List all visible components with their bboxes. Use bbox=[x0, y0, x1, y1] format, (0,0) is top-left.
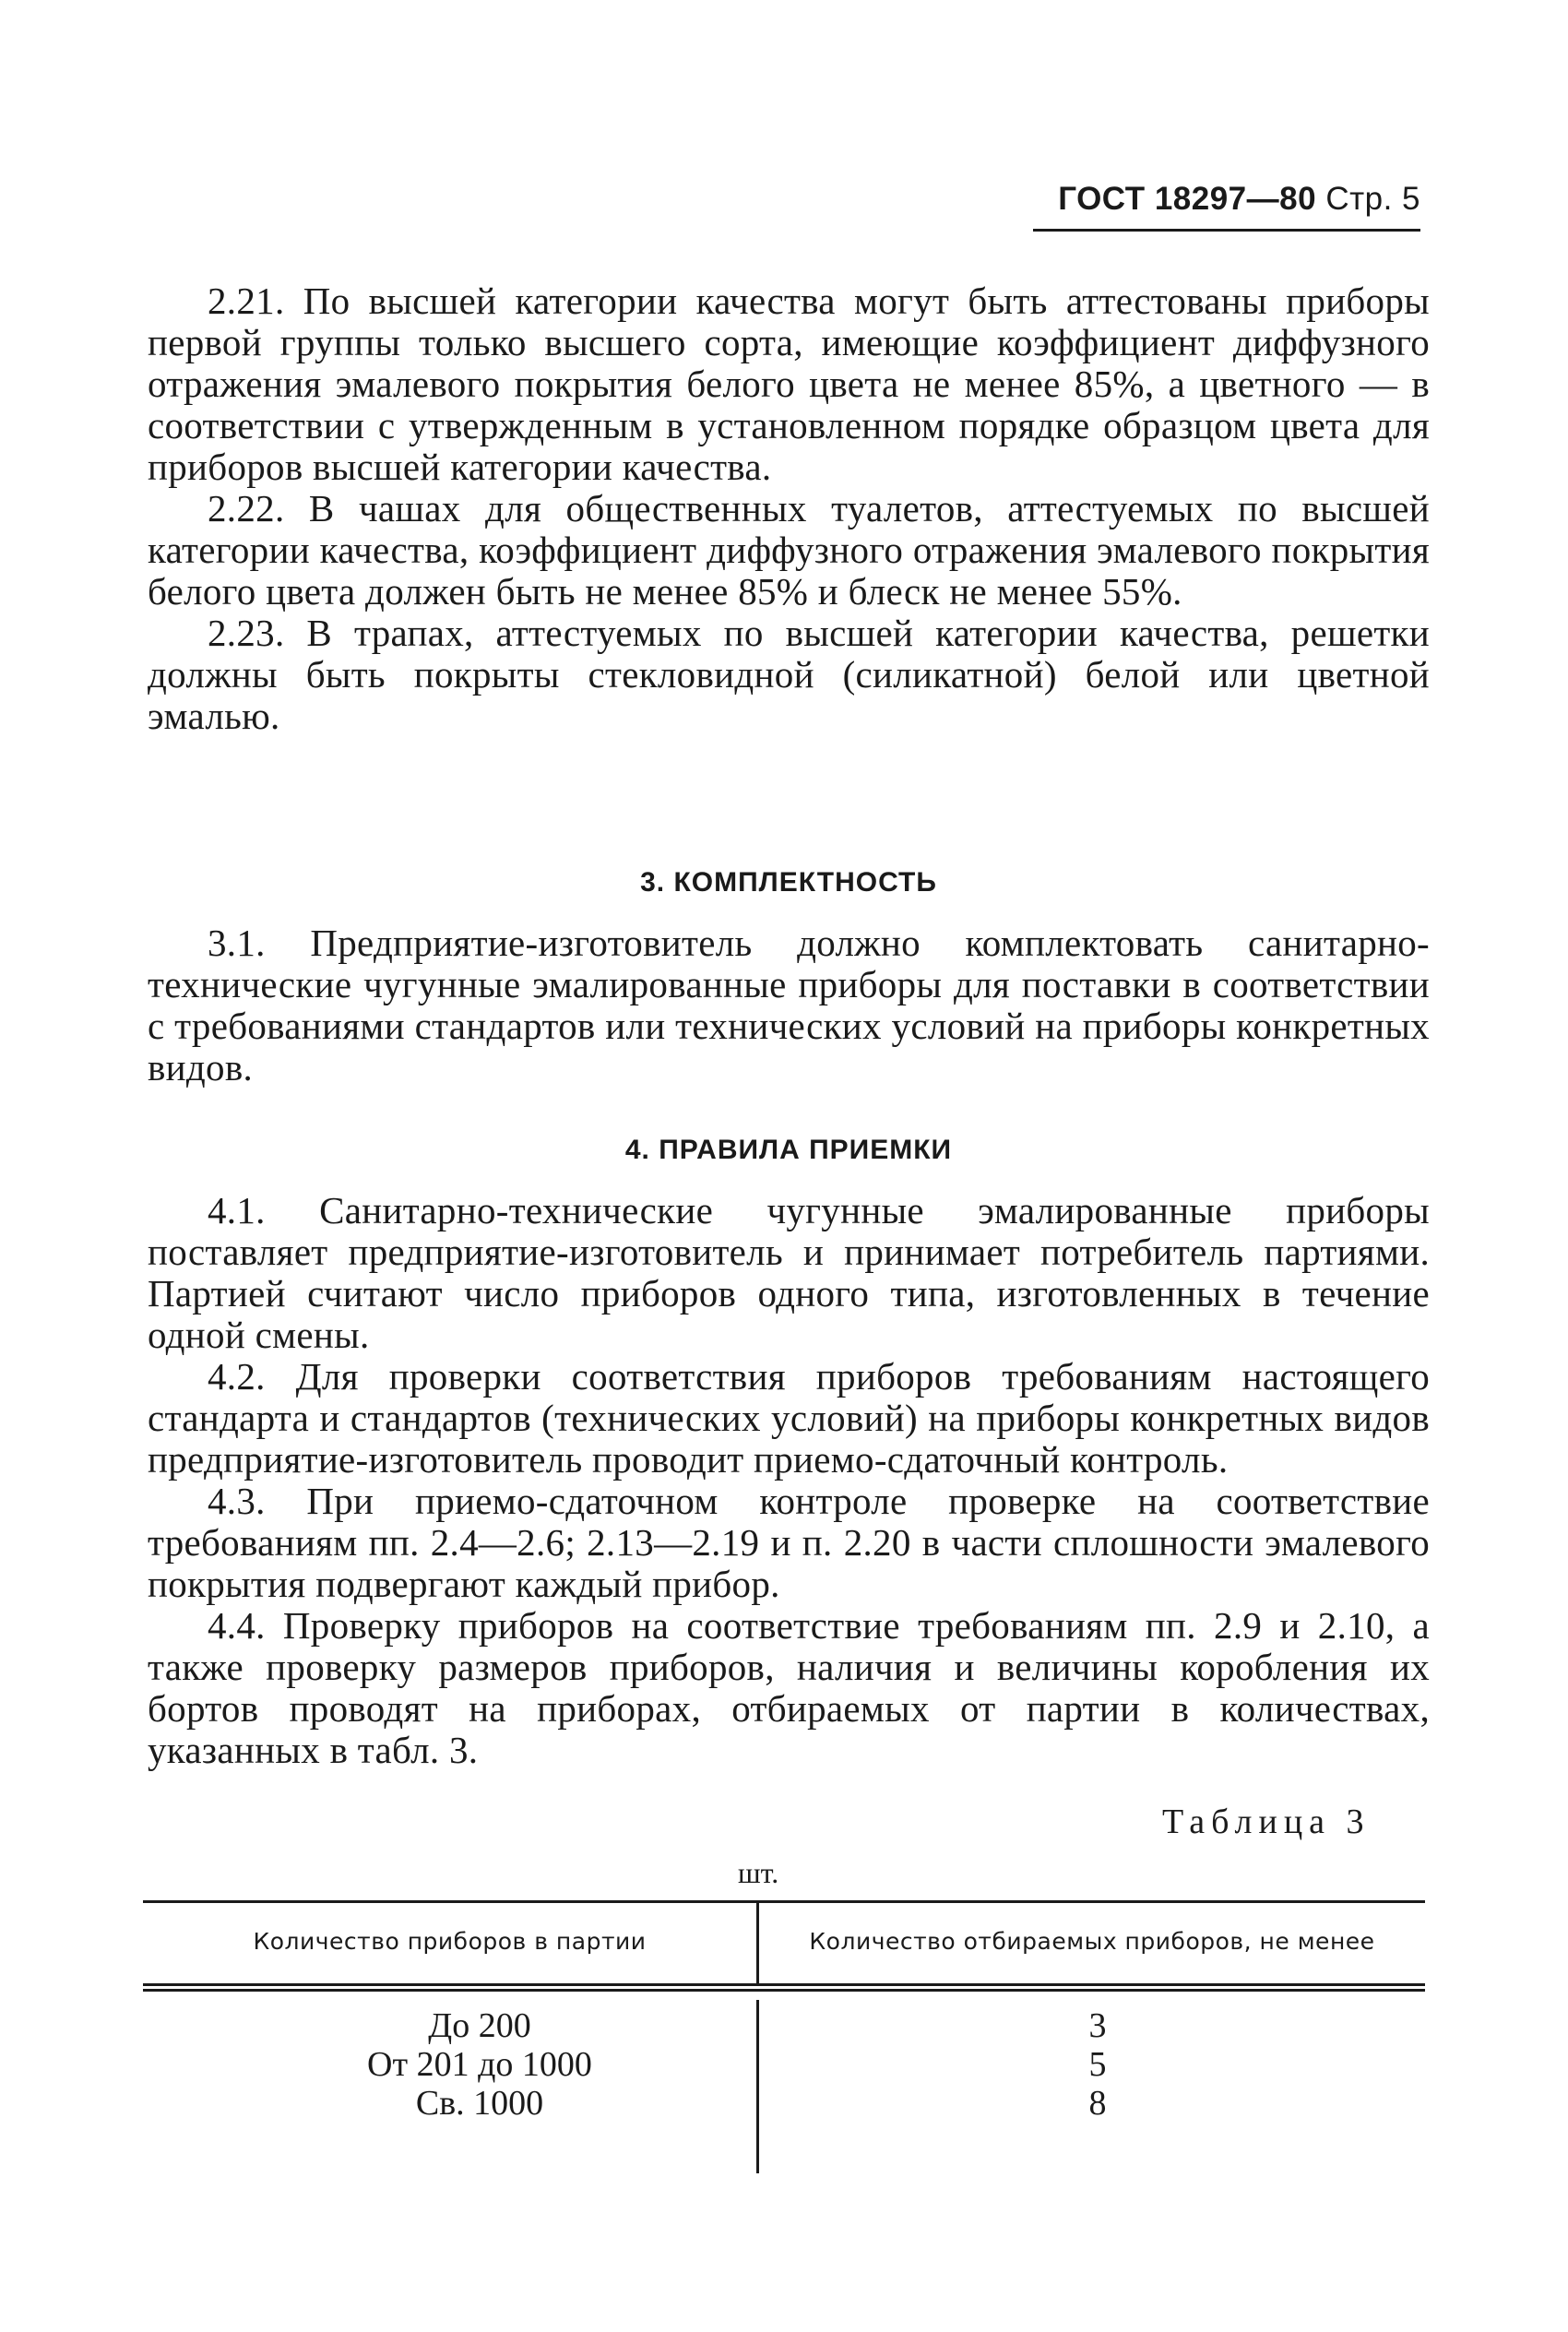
section-3-block bbox=[148, 922, 1430, 1089]
paragraph-2-21: 2.21. По высшей категории качества могут быть аттестованы приборы первой группы только высшего сорта, имеющие коэффициент диффузного отражения эмалевого покрытия белого цвета не менее 85%, а цветного — в соответствии с утвержденным в установленном порядке образцом цвета для приборов высшей категории качества. bbox=[148, 280, 1430, 488]
paragraph-4-3: 4.3. При приемо-сдаточном контроле проверке на соответствие требованиям пп. 2.4—2.6; 2.13—2.19 и п. 2.20 в части сплошности эмалевого покрытия подвергают каждый прибор. bbox=[148, 1480, 1430, 1605]
table-body-divider bbox=[756, 2000, 759, 2173]
lot-size-cell: До 200 bbox=[428, 2006, 531, 2045]
table-header-lot-size: Количество приборов в партии bbox=[253, 1928, 647, 1955]
page-header bbox=[1033, 181, 1420, 218]
table-caption: Таблица 3 bbox=[1162, 1803, 1371, 1841]
section-3-heading: 3. КОМПЛЕКТНОСТЬ bbox=[640, 867, 937, 898]
paragraph-4-4: 4.4. Проверку приборов на соответствие требованиям пп. 2.9 и 2.10, а также проверку размеров приборов, наличия и величины коробления их бортов проводят на приборах, отбираемых от партии в количествах, указанных в табл. 3. bbox=[148, 1604, 1430, 1771]
table-row bbox=[258, 2045, 701, 2084]
paragraph-4-2: 4.2. Для проверки соответствия приборов требованиям настоящего стандарта и стандартов (технических условий) на приборы конкретных видов предприятие-изготовитель проводит приемо-сдаточный контроль. bbox=[148, 1355, 1430, 1481]
sample-size-cell: 8 bbox=[1088, 2084, 1107, 2123]
paragraph-3-1: 3.1. Предприятие-изготовитель должно комплектовать санитарно-технические чугунные эмалированные приборы для поставки в соответствии с требованиями стандартов или технических условий на приборы конкретных видов. bbox=[148, 922, 1430, 1089]
sample-size-cell: 5 bbox=[1088, 2045, 1107, 2084]
sample-size-cell: 3 bbox=[1088, 2006, 1107, 2045]
page-number: Стр. 5 bbox=[1325, 181, 1420, 217]
table-header-rule-2 bbox=[143, 1989, 1425, 1992]
lot-size-cell: От 201 до 1000 bbox=[367, 2045, 592, 2084]
section-3-heading-block bbox=[148, 867, 1430, 898]
section-4-block bbox=[148, 1190, 1430, 1771]
header-rule bbox=[1033, 229, 1420, 232]
paragraph-2-23: 2.23. В трапах, аттестуемых по высшей категории качества, решетки должны быть покрыты стекловидной (силикатной) белой или цветной эмалью. bbox=[148, 612, 1430, 737]
section-2-block bbox=[148, 280, 1430, 737]
standard-code: ГОСТ 18297—80 bbox=[1058, 181, 1317, 217]
table-header-rule-1 bbox=[143, 1983, 1425, 1986]
table-row bbox=[258, 2006, 701, 2045]
table-row bbox=[258, 2084, 701, 2123]
paragraph-4-1: 4.1. Санитарно-технические чугунные эмалированные приборы поставляет предприятие-изготовитель и принимает потребитель партиями. Партией считают число приборов одного типа, изготовленных в течение одной смены. bbox=[148, 1189, 1430, 1356]
section-4-heading: 4. ПРАВИЛА ПРИЕМКИ bbox=[624, 1135, 953, 1165]
table-unit: шт. bbox=[738, 1856, 779, 1889]
lot-size-cell: Св. 1000 bbox=[415, 2084, 544, 2123]
section-4-heading-block bbox=[148, 1135, 1430, 1166]
table-top-rule bbox=[143, 1900, 1425, 1903]
table-header-sample-size: Количество отбираемых приборов, не менее bbox=[809, 1928, 1375, 1955]
paragraph-2-22: 2.22. В чашах для общественных туалетов, аттестуемых по высшей категории качества, коэффициент диффузного отражения эмалевого покрытия белого цвета должен быть не менее 85% и блеск не менее 55%. bbox=[148, 487, 1430, 613]
